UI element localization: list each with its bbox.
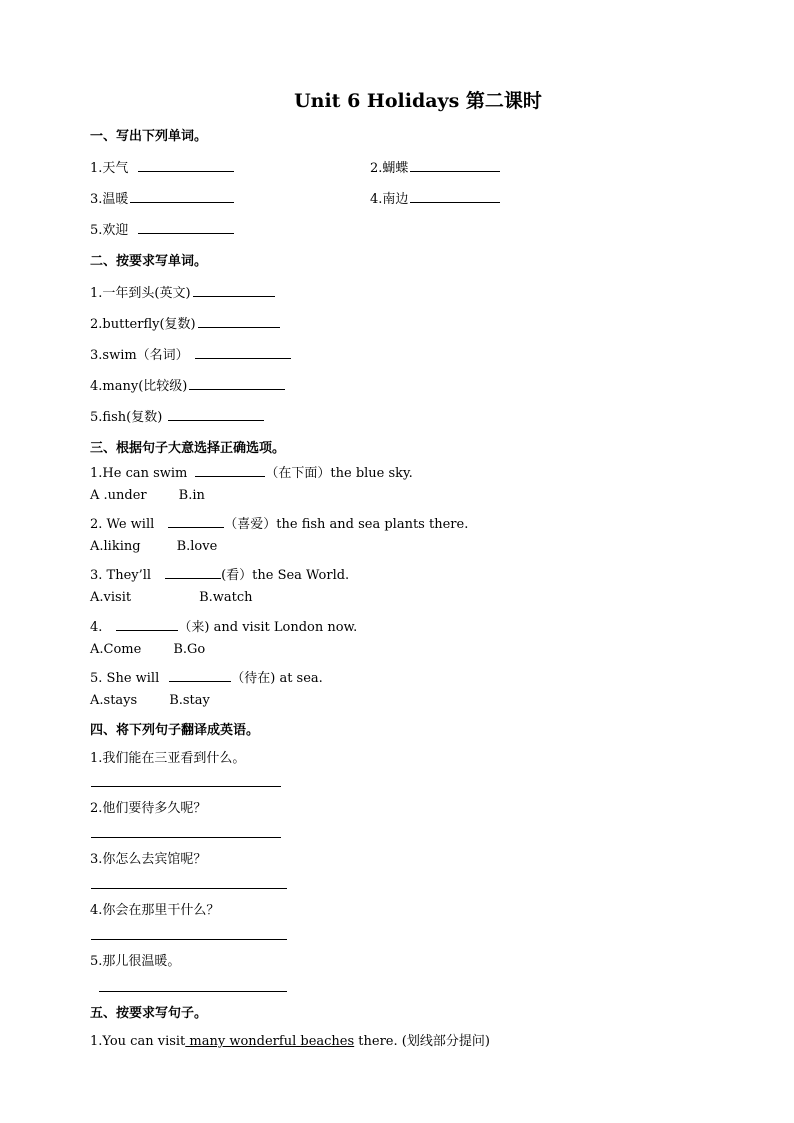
section1-item-5: 5.欢迎 — [90, 219, 234, 238]
section4-item-2: 2.他们要待多久呢？ — [90, 801, 207, 816]
section1-item-4: 4.南边 — [370, 188, 500, 207]
section5-heading: 五、按要求写句子。 — [90, 1006, 208, 1021]
page-title: Unit 6 Holidays 第二课时 — [294, 90, 542, 112]
underlined-phrase: many wonderful beaches — [185, 1034, 355, 1049]
section3-options-2: A.liking B.love — [90, 539, 218, 554]
section4-item-5: 5.那儿很温暖。 — [90, 954, 181, 969]
section3-options-4: A.Come B.Go — [90, 642, 206, 657]
section3-heading: 三、根据句子大意选择正确选项。 — [90, 441, 286, 456]
answer-line — [91, 837, 281, 838]
section1-heading: 一、写出下列单词。 — [90, 129, 208, 144]
section3-options-5: A.stays B.stay — [90, 693, 210, 708]
section4-item-1: 1.我们能在三亚看到什么。 — [90, 751, 246, 766]
answer-line — [91, 939, 287, 940]
section2-item-3: 3.swim（名词） — [90, 344, 291, 363]
section5-question-1: 1.You can visit many wonderful beaches there. (划线部分提问) — [90, 1034, 490, 1049]
section1-item-2: 2.蝴蝶 — [370, 157, 500, 176]
section2-item-5: 5.fish(复数) — [90, 406, 264, 425]
section3-options-1: A .under B.in — [90, 488, 205, 503]
section3-question-5: 5. She will （待在) at sea. — [90, 667, 323, 686]
section3-question-1: 1.He can swim （在下面）the blue sky. — [90, 462, 413, 481]
section1-item-1: 1.天气 — [90, 157, 234, 176]
section4-heading: 四、将下列句子翻译成英语。 — [90, 723, 260, 738]
answer-line — [91, 786, 281, 787]
section2-item-4: 4.many(比较级) — [90, 375, 285, 394]
section1-item-3: 3.温暖 — [90, 188, 234, 207]
section2-heading: 二、按要求写单词。 — [90, 254, 208, 269]
section3-question-3: 3. They’ll (看）the Sea World. — [90, 564, 349, 583]
section3-question-4: 4. （来) and visit London now. — [90, 616, 357, 635]
section2-item-1: 1.一年到头(英文) — [90, 282, 275, 301]
section3-question-2: 2. We will （喜爱）the fish and sea plants there. — [90, 513, 468, 532]
answer-line — [91, 888, 287, 889]
answer-line — [99, 991, 287, 992]
section4-item-4: 4.你会在那里干什么？ — [90, 903, 220, 918]
section3-options-3: A.visit B.watch — [90, 590, 253, 605]
section4-item-3: 3.你怎么去宾馆呢？ — [90, 852, 207, 867]
section2-item-2: 2.butterfly(复数) — [90, 313, 280, 332]
